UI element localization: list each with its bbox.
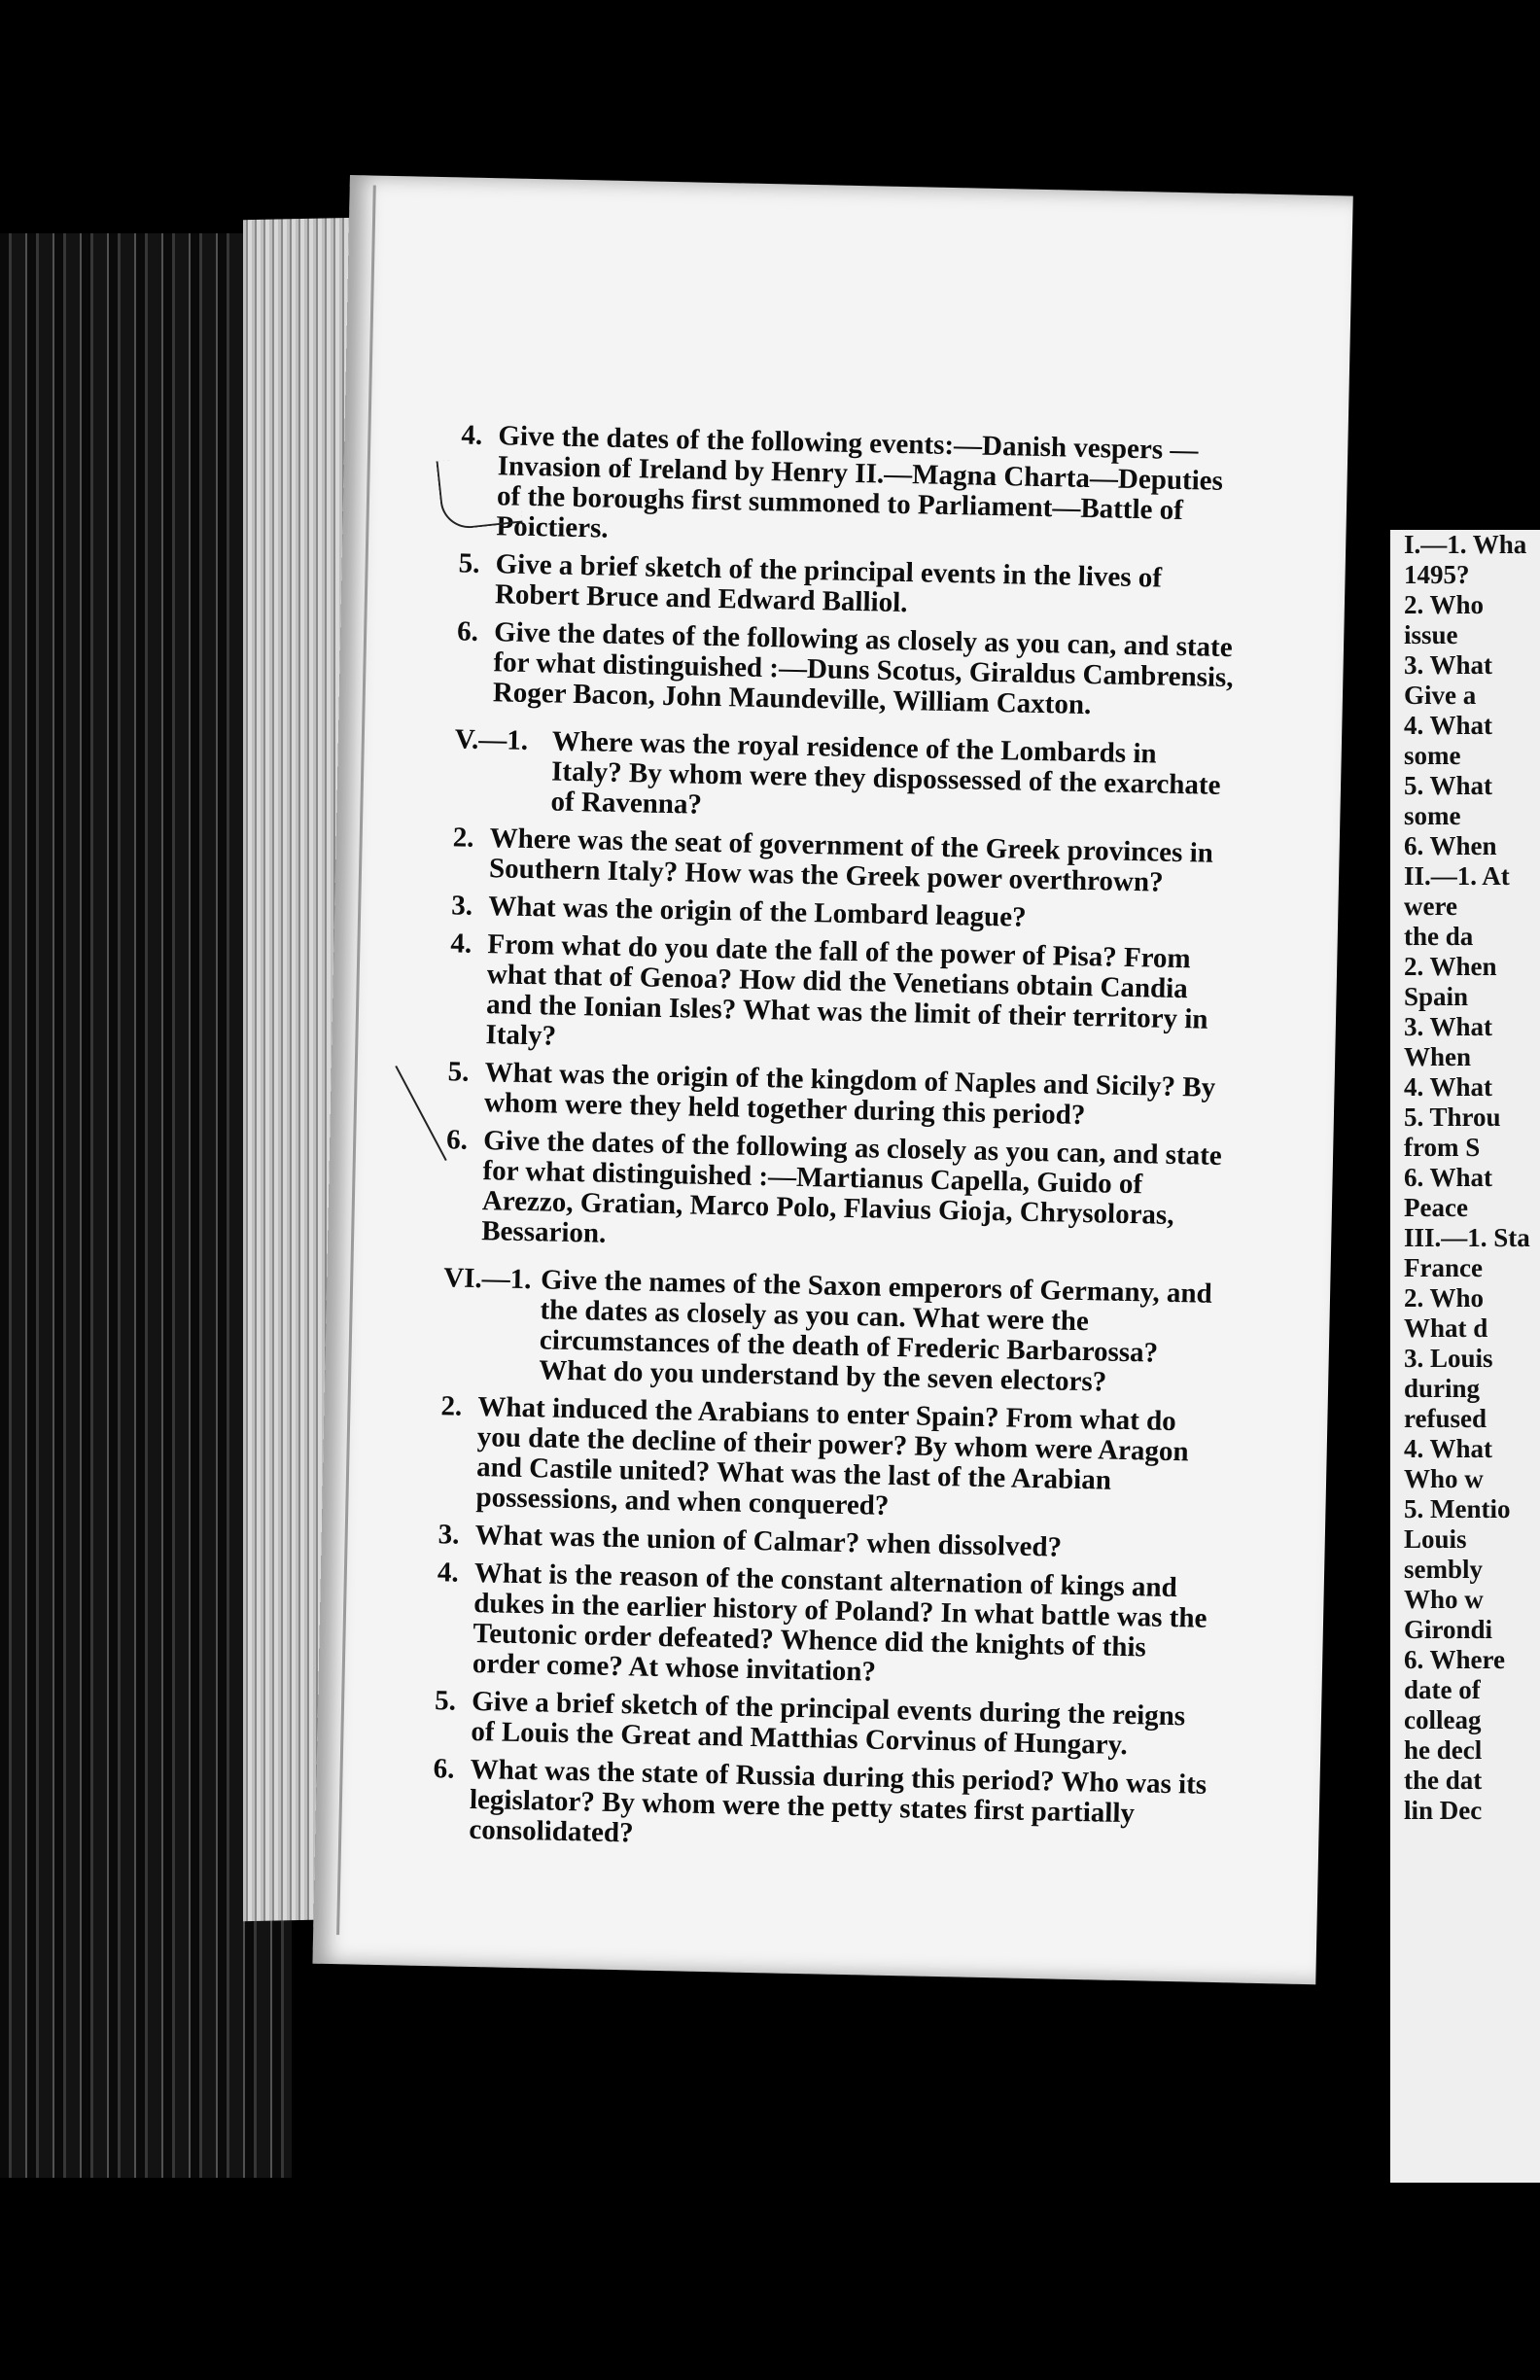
right-page-line: 3. Louis — [1404, 1344, 1493, 1373]
question-item — [432, 1754, 1211, 1861]
right-page-line: 2. When — [1404, 952, 1497, 981]
right-page-line: Who w — [1404, 1585, 1484, 1614]
right-page-line: 5. Mentio — [1404, 1494, 1511, 1523]
right-page-line: 4. What — [1404, 1072, 1493, 1102]
right-page-line: the dat — [1404, 1766, 1483, 1795]
left-page — [312, 175, 1352, 1984]
right-page-line: I.—1. Wha — [1404, 530, 1527, 559]
right-page-line: during — [1404, 1374, 1481, 1403]
question-number: 4. — [450, 928, 472, 960]
right-page-line: 1495? — [1404, 560, 1470, 589]
right-page-line: lin Dec — [1404, 1796, 1483, 1825]
question-text: Give the dates of the following as closely as you can, and state for what distinguished :—Martianus Capella, Guido of Arezzo, Gratian, Marco Polo, Flavius Gioja, Chrysoloras, Bessarion. — [480, 1125, 1223, 1249]
section-question — [453, 724, 1233, 831]
question-item — [436, 1558, 1215, 1695]
question-item — [447, 1057, 1226, 1134]
right-page-line: II.—1. At — [1404, 861, 1510, 891]
right-page-line: some — [1404, 741, 1461, 770]
question-number: 6. — [445, 1124, 469, 1156]
right-page-text — [1404, 530, 1540, 1826]
question-number: 2. — [452, 822, 474, 854]
right-page-line: Girondi — [1404, 1615, 1493, 1644]
right-page-line: 6. Where — [1404, 1645, 1505, 1674]
right-page-line: III.—1. Sta — [1404, 1223, 1530, 1252]
question-text: What is the reason of the constant alternation of kings and dukes in the earlier history of Poland? In what battle was the Teutonic order defeated? Whence did the knights of this order come? At whose invitation? — [472, 1557, 1208, 1688]
section-question — [441, 1263, 1221, 1400]
question-number: 6. — [433, 1753, 455, 1785]
right-page-line: 5. What — [1404, 771, 1493, 800]
right-page-line: Who w — [1404, 1464, 1484, 1493]
question-text: What was the origin of the kingdom of Naples and Sicily? By whom were they held together during this period? — [483, 1057, 1216, 1132]
question-number: 3. — [450, 890, 473, 922]
right-page-line: 6. When — [1404, 831, 1497, 860]
right-page-line: refused — [1404, 1404, 1487, 1433]
right-page-line: 6. What — [1404, 1163, 1493, 1192]
right-page-line: 3. What — [1404, 1012, 1493, 1041]
pencil-mark — [436, 453, 522, 531]
question-number: VI.—1. — [442, 1262, 532, 1296]
right-page-line: were — [1404, 892, 1457, 921]
right-page-line: from S — [1404, 1133, 1481, 1162]
question-text: Give the dates of the following as closely as you can, and state for what distinguished :—Duns Scotus, Giraldus Cambrensis, Roger Bacon, John Maundeville, William Caxton. — [492, 616, 1234, 721]
question-text: From what do you date the fall of the power of Pisa? From what that of Genoa? How did the Venetians obtain Candia and the Ionian Isles? What was the limit of their territory in Italy? — [485, 928, 1208, 1052]
right-page-line: some — [1404, 801, 1461, 830]
right-page-line: he decl — [1404, 1735, 1483, 1765]
right-page-line: France — [1404, 1253, 1483, 1282]
question-item — [444, 1125, 1224, 1262]
right-page-line: When — [1404, 1042, 1472, 1071]
question-number: 5. — [447, 1056, 470, 1088]
question-item — [456, 616, 1236, 723]
right-page-line: 4. What — [1404, 1434, 1493, 1463]
question-number: 5. — [458, 547, 480, 579]
right-page-line: 5. Throu — [1404, 1102, 1501, 1132]
right-page-line: 2. Who — [1404, 590, 1485, 619]
question-item — [448, 928, 1228, 1066]
right-page-line: the da — [1404, 922, 1474, 951]
question-item — [452, 822, 1231, 899]
question-text: Where was the seat of government of the Greek provinces in Southern Italy? How was the Greek power overthrown? — [488, 822, 1214, 898]
question-number: 4. — [437, 1557, 460, 1589]
question-text: What was the state of Russia during this period? Who was its legislator? By whom were the petty states first partially consolidated? — [469, 1753, 1208, 1849]
question-list — [432, 420, 1240, 1868]
right-page-line: 2. Who — [1404, 1283, 1485, 1312]
right-page-line: Louis — [1404, 1524, 1467, 1554]
question-number: V.—1. — [454, 723, 529, 756]
right-page-line: Peace — [1404, 1193, 1468, 1222]
right-page-line: 3. What — [1404, 650, 1493, 680]
question-text: What was the origin of the Lombard league? — [487, 891, 1027, 933]
right-page-line: issue — [1404, 620, 1458, 649]
question-item — [434, 1686, 1212, 1763]
right-page-line: sembly — [1404, 1555, 1483, 1584]
question-text: Give the dates of the following events:—Danish vespers —Invasion of Ireland by Henry II.—Magna Charta—Deputies of the boroughs first summoned to Parliament—Battle of Poictiers. — [496, 420, 1224, 544]
question-number: 2. — [440, 1390, 463, 1422]
right-page-line: date of — [1404, 1675, 1481, 1704]
question-number: 4. — [461, 419, 483, 451]
question-text: What was the union of Calmar? when dissolved? — [474, 1520, 1063, 1563]
question-number: 6. — [456, 615, 479, 648]
question-item — [458, 548, 1237, 625]
question-text: Where was the royal residence of the Lombards in Italy? By whom were they dispossessed of the exarchate of Ravenna? — [550, 725, 1221, 821]
right-page-line: Spain — [1404, 982, 1469, 1011]
question-text: Give a brief sketch of the principal events in the lives of Robert Bruce and Edward Balliol. — [494, 548, 1163, 619]
right-page-line: 4. What — [1404, 711, 1493, 740]
question-text: What induced the Arabians to enter Spain? From what do you date the decline of their power? By whom were Aragon and Castile united? What was the last of the Arabian possessions, and when conquered? — [475, 1391, 1189, 1522]
question-text: Give a brief sketch of the principal events during the reigns of Louis the Great and Matthias Corvinus of Hungary. — [471, 1685, 1186, 1762]
question-item — [459, 420, 1239, 557]
right-page-line: What d — [1404, 1313, 1488, 1343]
question-number: 3. — [438, 1519, 460, 1551]
question-text: Give the names of the Saxon emperors of Germany, and the dates as closely as you can. What were the circumstances of the death of Frederic Barbarossa? What do you understand by the seven electors? — [538, 1264, 1213, 1398]
right-page-line: colleag — [1404, 1705, 1482, 1734]
question-number: 5. — [434, 1685, 457, 1717]
right-page-fragment — [1390, 530, 1540, 2183]
question-item — [438, 1391, 1218, 1528]
right-page-line: Give a — [1404, 681, 1477, 710]
